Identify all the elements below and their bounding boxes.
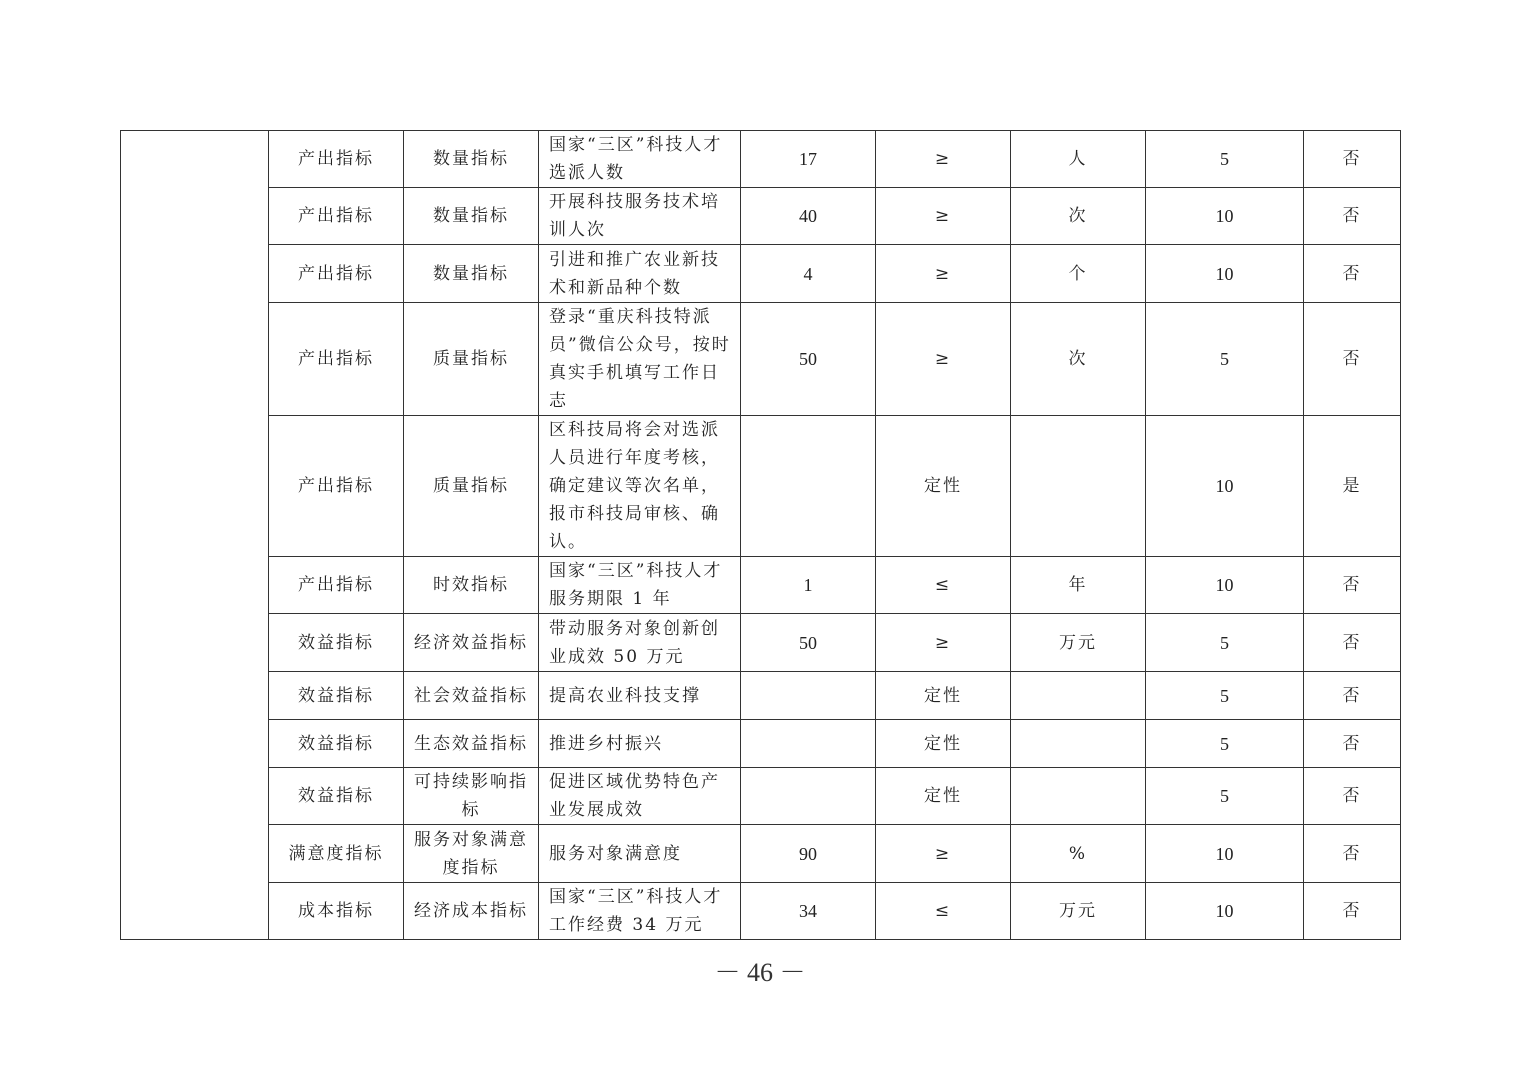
weight: 10 bbox=[1146, 416, 1304, 557]
unit bbox=[1011, 416, 1146, 557]
level2-indicator: 经济成本指标 bbox=[404, 883, 539, 940]
table-row bbox=[121, 303, 1401, 416]
comparison-operator: ≥ bbox=[876, 614, 1011, 672]
comparison-operator: 定性 bbox=[876, 672, 1011, 720]
core-indicator-flag: 否 bbox=[1304, 614, 1401, 672]
level1-indicator: 效益指标 bbox=[269, 614, 404, 672]
table-row bbox=[121, 768, 1401, 825]
weight: 10 bbox=[1146, 245, 1304, 303]
level2-indicator: 时效指标 bbox=[404, 557, 539, 614]
weight: 5 bbox=[1146, 720, 1304, 768]
comparison-operator: ≤ bbox=[876, 883, 1011, 940]
unit: 个 bbox=[1011, 245, 1146, 303]
core-indicator-flag: 否 bbox=[1304, 131, 1401, 188]
indicator-description: 引进和推广农业新技术和新品种个数 bbox=[539, 245, 741, 303]
table-row bbox=[121, 557, 1401, 614]
core-indicator-flag: 否 bbox=[1304, 768, 1401, 825]
level2-indicator: 生态效益指标 bbox=[404, 720, 539, 768]
level1-indicator: 产出指标 bbox=[269, 131, 404, 188]
weight: 5 bbox=[1146, 672, 1304, 720]
comparison-operator: ≥ bbox=[876, 245, 1011, 303]
unit: 次 bbox=[1011, 303, 1146, 416]
performance-indicator-table bbox=[120, 130, 1401, 940]
weight: 10 bbox=[1146, 883, 1304, 940]
comparison-operator: 定性 bbox=[876, 768, 1011, 825]
level1-indicator: 成本指标 bbox=[269, 883, 404, 940]
weight: 5 bbox=[1146, 768, 1304, 825]
table-row bbox=[121, 883, 1401, 940]
target-value: 34 bbox=[741, 883, 876, 940]
project-cell bbox=[121, 131, 269, 940]
unit: % bbox=[1011, 825, 1146, 883]
level2-indicator: 数量指标 bbox=[404, 188, 539, 245]
level1-indicator: 产出指标 bbox=[269, 303, 404, 416]
level2-indicator: 数量指标 bbox=[404, 245, 539, 303]
unit bbox=[1011, 672, 1146, 720]
level1-indicator: 产出指标 bbox=[269, 188, 404, 245]
unit: 人 bbox=[1011, 131, 1146, 188]
comparison-operator: ≥ bbox=[876, 303, 1011, 416]
target-value bbox=[741, 720, 876, 768]
indicator-description: 区科技局将会对选派人员进行年度考核，确定建议等次名单，报市科技局审核、确认。 bbox=[539, 416, 741, 557]
target-value: 40 bbox=[741, 188, 876, 245]
level2-indicator: 可持续影响指标 bbox=[404, 768, 539, 825]
level2-indicator: 质量指标 bbox=[404, 416, 539, 557]
unit: 万元 bbox=[1011, 883, 1146, 940]
level2-indicator: 数量指标 bbox=[404, 131, 539, 188]
target-value: 1 bbox=[741, 557, 876, 614]
indicator-description: 带动服务对象创新创业成效 50 万元 bbox=[539, 614, 741, 672]
indicator-description: 促进区域优势特色产业发展成效 bbox=[539, 768, 741, 825]
core-indicator-flag: 否 bbox=[1304, 557, 1401, 614]
table-row bbox=[121, 825, 1401, 883]
core-indicator-flag: 否 bbox=[1304, 245, 1401, 303]
comparison-operator: ≥ bbox=[876, 131, 1011, 188]
table-row bbox=[121, 245, 1401, 303]
table-row bbox=[121, 416, 1401, 557]
unit: 次 bbox=[1011, 188, 1146, 245]
core-indicator-flag: 否 bbox=[1304, 720, 1401, 768]
indicator-description: 开展科技服务技术培训人次 bbox=[539, 188, 741, 245]
core-indicator-flag: 否 bbox=[1304, 672, 1401, 720]
target-value: 17 bbox=[741, 131, 876, 188]
indicator-description: 国家“三区”科技人才选派人数 bbox=[539, 131, 741, 188]
table-row bbox=[121, 720, 1401, 768]
level2-indicator: 社会效益指标 bbox=[404, 672, 539, 720]
core-indicator-flag: 否 bbox=[1304, 825, 1401, 883]
target-value bbox=[741, 416, 876, 557]
unit: 万元 bbox=[1011, 614, 1146, 672]
level1-indicator: 效益指标 bbox=[269, 720, 404, 768]
level1-indicator: 效益指标 bbox=[269, 672, 404, 720]
weight: 10 bbox=[1146, 825, 1304, 883]
comparison-operator: ≥ bbox=[876, 825, 1011, 883]
level1-indicator: 满意度指标 bbox=[269, 825, 404, 883]
comparison-operator: ≥ bbox=[876, 188, 1011, 245]
indicator-description: 推进乡村振兴 bbox=[539, 720, 741, 768]
indicator-description: 服务对象满意度 bbox=[539, 825, 741, 883]
weight: 10 bbox=[1146, 188, 1304, 245]
comparison-operator: ≤ bbox=[876, 557, 1011, 614]
level1-indicator: 产出指标 bbox=[269, 557, 404, 614]
indicator-description: 国家“三区”科技人才工作经费 34 万元 bbox=[539, 883, 741, 940]
indicator-description: 提高农业科技支撑 bbox=[539, 672, 741, 720]
level2-indicator: 经济效益指标 bbox=[404, 614, 539, 672]
level1-indicator: 产出指标 bbox=[269, 245, 404, 303]
target-value bbox=[741, 672, 876, 720]
core-indicator-flag: 否 bbox=[1304, 883, 1401, 940]
comparison-operator: 定性 bbox=[876, 720, 1011, 768]
page-number: － 46 － bbox=[714, 958, 806, 987]
weight: 10 bbox=[1146, 557, 1304, 614]
level2-indicator: 质量指标 bbox=[404, 303, 539, 416]
table-row bbox=[121, 131, 1401, 188]
weight: 5 bbox=[1146, 303, 1304, 416]
unit bbox=[1011, 720, 1146, 768]
core-indicator-flag: 否 bbox=[1304, 188, 1401, 245]
core-indicator-flag: 否 bbox=[1304, 303, 1401, 416]
comparison-operator: 定性 bbox=[876, 416, 1011, 557]
target-value: 50 bbox=[741, 614, 876, 672]
level1-indicator: 效益指标 bbox=[269, 768, 404, 825]
indicator-description: 国家“三区”科技人才服务期限 1 年 bbox=[539, 557, 741, 614]
indicator-description: 登录“重庆科技特派员”微信公众号，按时真实手机填写工作日志 bbox=[539, 303, 741, 416]
core-indicator-flag: 是 bbox=[1304, 416, 1401, 557]
target-value bbox=[741, 768, 876, 825]
level1-indicator: 产出指标 bbox=[269, 416, 404, 557]
table-row bbox=[121, 672, 1401, 720]
table-row bbox=[121, 188, 1401, 245]
target-value: 90 bbox=[741, 825, 876, 883]
unit bbox=[1011, 768, 1146, 825]
target-value: 4 bbox=[741, 245, 876, 303]
target-value: 50 bbox=[741, 303, 876, 416]
unit: 年 bbox=[1011, 557, 1146, 614]
table-row bbox=[121, 614, 1401, 672]
weight: 5 bbox=[1146, 614, 1304, 672]
level2-indicator: 服务对象满意度指标 bbox=[404, 825, 539, 883]
weight: 5 bbox=[1146, 131, 1304, 188]
